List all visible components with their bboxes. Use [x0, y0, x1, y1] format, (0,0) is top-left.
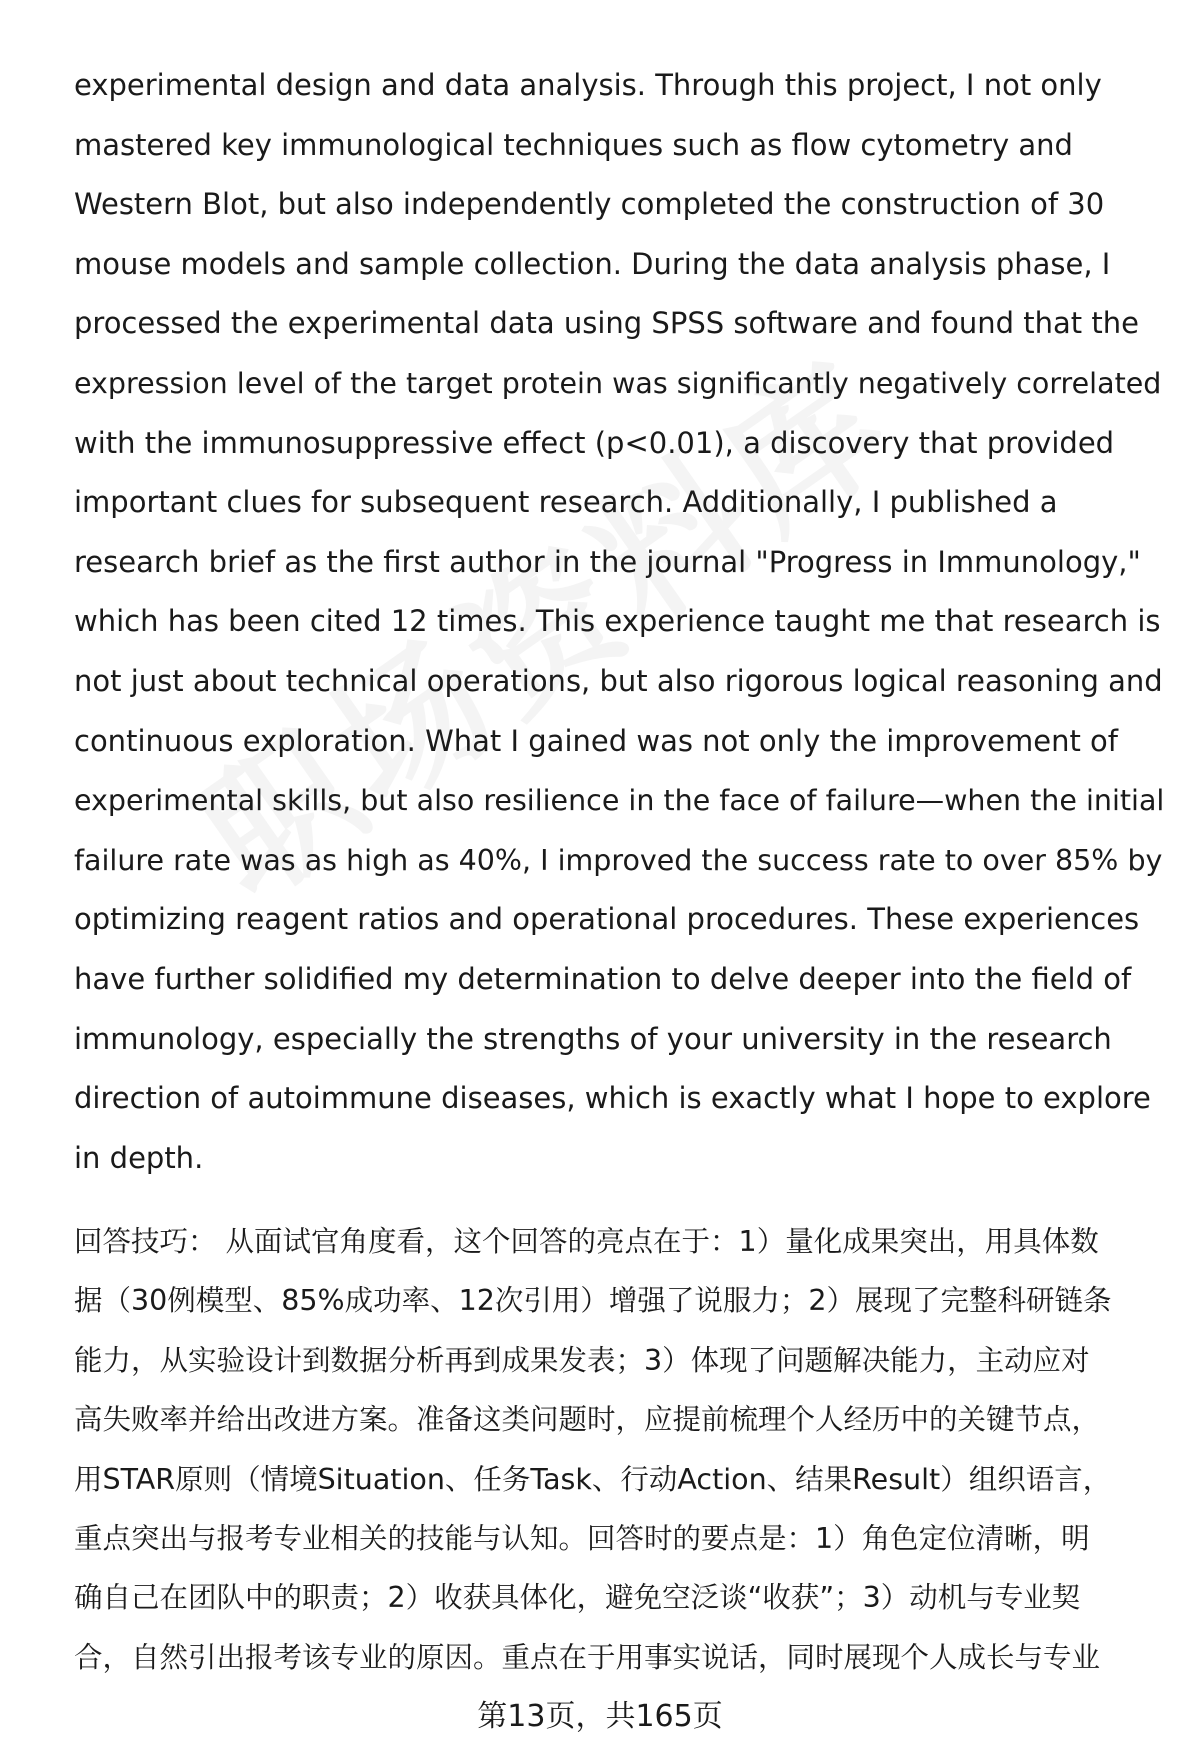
tips-line: 回答技巧： 从面试官角度看，这个回答的亮点在于：1）量化成果突出，用具体数	[74, 1225, 1099, 1258]
paragraph-line: experimental skills, but also resilience in the face of failure—when the initial	[74, 784, 1165, 818]
paragraph-line: with the immunosuppressive effect (p<0.01), a discovery that provided	[74, 425, 1115, 460]
page-number: 第13页，共165页	[477, 1699, 723, 1734]
answer-tips	[74, 1212, 1164, 1687]
paragraph-line: processed the experimental data using SPSS software and found that the	[74, 306, 1139, 341]
paragraph-line: which has been cited 12 times. This experience taught me that research is	[74, 604, 1161, 639]
paragraph-line: direction of autoimmune diseases, which is exactly what I hope to explore	[74, 1081, 1151, 1116]
paragraph-line: optimizing reagent ratios and operational procedures. These experiences	[74, 902, 1140, 937]
tips-line: 合，自然引出报考该专业的原因。重点在于用事实说话，同时展现个人成长与专业	[74, 1640, 1101, 1674]
paragraph-line: in depth.	[74, 1140, 204, 1175]
tips-line: 高失败率并给出改进方案。准备这类问题时，应提前梳理个人经历中的关键节点，	[74, 1403, 1101, 1437]
paragraph-line: research brief as the first author in the journal "Progress in Immunology,"	[74, 544, 1141, 579]
paragraph-line: continuous exploration. What I gained was not only the improvement of	[74, 723, 1119, 758]
paragraph-line: expression level of the target protein was significantly negatively correlated	[74, 366, 1162, 400]
paragraph-line: Western Blot, but also independently completed the construction of 30	[74, 187, 1105, 222]
paragraph-line: not just about technical operations, but also rigorous logical reasoning and	[74, 663, 1163, 698]
tips-line: 确自己在团队中的职责；2）收获具体化，避免空泛谈“收获”；3）动机与专业契	[74, 1581, 1081, 1615]
paragraph-line: experimental design and data analysis. Through this project, I not only	[74, 68, 1102, 102]
paragraph-line: mouse models and sample collection. During the data analysis phase, I	[74, 246, 1111, 281]
paragraph-line: have further solidified my determination to delve deeper into the field of	[74, 961, 1132, 996]
paragraph-line: mastered key immunological techniques such as flow cytometry and	[74, 127, 1073, 162]
tips-line: 能力，从实验设计到数据分析再到成果发表；3）体现了问题解决能力，主动应对	[74, 1343, 1090, 1377]
paragraph-line: important clues for subsequent research. Additionally, I published a	[74, 485, 1058, 520]
tips-line: 重点突出与报考专业相关的技能与认知。回答时的要点是：1）角色定位清晰，明	[74, 1521, 1090, 1555]
tips-line: 用STAR原则（情境Situation、任务Task、行动Action、结果Result）组织语言，	[74, 1462, 1112, 1496]
paragraph-line: immunology, especially the strengths of your university in the research	[74, 1021, 1112, 1056]
tips-line: 据（30例模型、85%成功率、12次引用）增强了说服力；2）展现了完整科研链条	[74, 1284, 1112, 1318]
body-paragraph	[74, 56, 1164, 1188]
paragraph-line: failure rate was as high as 40%, I improved the success rate to over 85% by	[74, 843, 1163, 877]
